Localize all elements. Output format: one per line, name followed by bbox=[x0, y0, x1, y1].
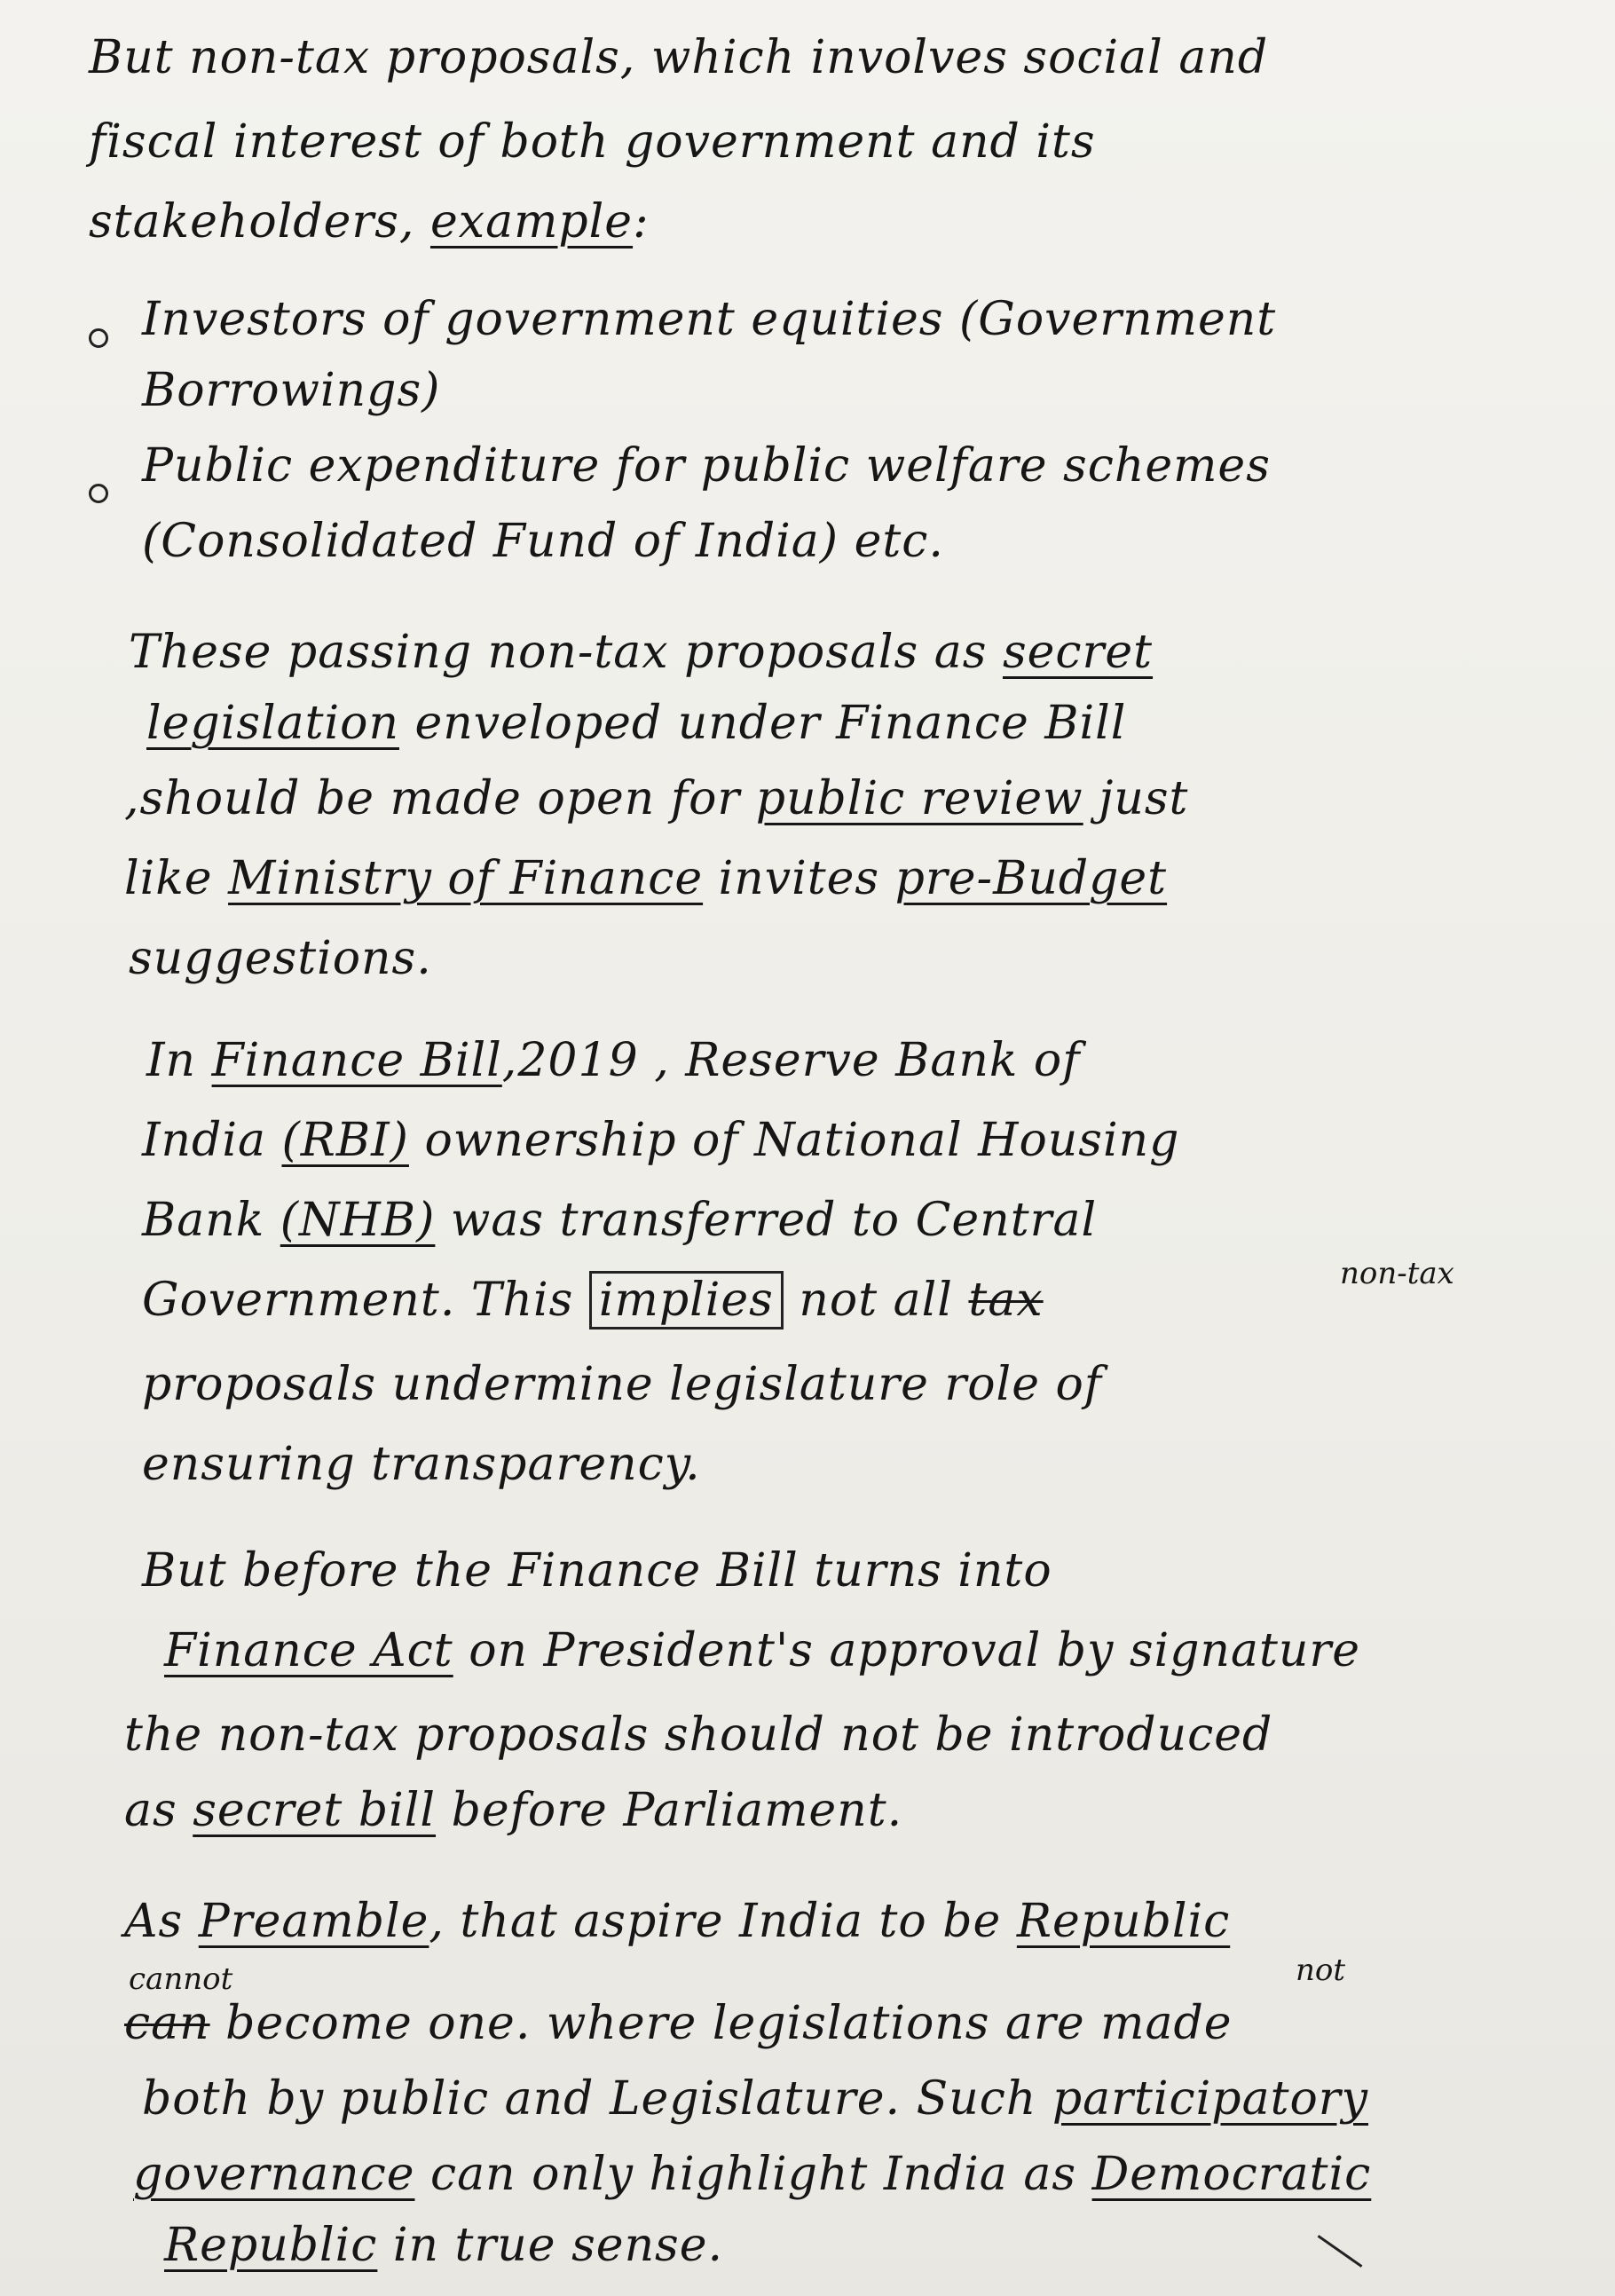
underlined-republic: Republic bbox=[164, 2219, 378, 2272]
underlined-example: example bbox=[429, 195, 634, 249]
text-line-13: In Finance Bill,2019 , Reserve Bank of bbox=[146, 1034, 1081, 1087]
underlined-democratic: Democratic bbox=[1091, 2148, 1372, 2201]
text-line-8: These passing non-tax proposals as secret bbox=[129, 626, 1154, 679]
bullet-icon bbox=[89, 328, 108, 348]
text-line-9: legislation enveloped under Finance Bill bbox=[146, 697, 1127, 750]
text-line-18: ensuring transparency. bbox=[142, 1438, 701, 1491]
text-line-14: India (RBI) ownership of National Housing bbox=[142, 1114, 1180, 1167]
bullet-icon bbox=[89, 484, 108, 503]
underlined-ministry: Ministry of Finance bbox=[228, 852, 704, 905]
inserted-word: non-tax bbox=[1340, 1256, 1454, 1291]
text-line-21: the non-tax proposals should not be introduced bbox=[124, 1708, 1273, 1762]
underlined-public-review: public review bbox=[755, 772, 1083, 825]
text-line-4: Investors of government equities (Government bbox=[142, 293, 1277, 346]
text-line-27: Republic in true sense. bbox=[164, 2219, 724, 2272]
text-line-24: can become one. where legislations are made bbox=[124, 1997, 1233, 2050]
text-line-5: Borrowings) bbox=[142, 364, 441, 417]
text-line-23: As Preamble, that aspire India to be Republic bbox=[124, 1895, 1231, 1948]
inserted-word: not bbox=[1296, 1953, 1346, 1988]
inserted-word: cannot bbox=[129, 1961, 233, 1997]
text-line-2: fiscal interest of both government and its bbox=[89, 115, 1096, 169]
tick-mark bbox=[1318, 2235, 1363, 2268]
text-line-25: both by public and Legislature. Such participatory bbox=[142, 2072, 1369, 2126]
text-line-7: (Consolidated Fund of India) etc. bbox=[142, 515, 944, 568]
underlined-participatory: participatory bbox=[1052, 2072, 1369, 2126]
text-line-20: Finance Act on President's approval by signature bbox=[164, 1624, 1361, 1677]
text-line-12: suggestions. bbox=[129, 932, 432, 985]
text-line-17: proposals undermine legislature role of bbox=[142, 1358, 1103, 1411]
text-line-10: ,should be made open for public review just bbox=[124, 772, 1189, 825]
underlined-finance-act: Finance Act bbox=[164, 1624, 453, 1677]
text-line-11: like Ministry of Finance invites pre-Budget bbox=[124, 852, 1168, 905]
text-line-26: governance can only highlight India as Democratic bbox=[133, 2148, 1372, 2201]
underlined-republic: Republic bbox=[1016, 1895, 1231, 1948]
text-line-19: But before the Finance Bill turns into bbox=[142, 1544, 1052, 1598]
text-line-16: Government. This implies not all tax bbox=[142, 1269, 1044, 1331]
struck-word: can bbox=[124, 1997, 210, 2050]
underlined-pre-budget: pre-Budget bbox=[894, 852, 1168, 905]
struck-word: tax bbox=[968, 1274, 1044, 1327]
underlined-legislation: legislation bbox=[146, 697, 399, 750]
underlined-rbi: (RBI) bbox=[281, 1114, 409, 1167]
underlined-secret-bill: secret bill bbox=[193, 1784, 437, 1837]
text-line-6: Public expenditure for public welfare schemes bbox=[142, 439, 1271, 493]
underlined-governance: governance bbox=[133, 2148, 415, 2201]
boxed-implies: implies bbox=[589, 1271, 784, 1329]
text-line-22: as secret bill before Parliament. bbox=[124, 1784, 903, 1837]
underlined-nhb: (NHB) bbox=[280, 1194, 436, 1247]
text-line-15: Bank (NHB) was transferred to Central bbox=[142, 1194, 1098, 1247]
underlined-secret: secret bbox=[1002, 626, 1154, 679]
text-line-1: But non-tax proposals, which involves social and bbox=[89, 31, 1269, 84]
underlined-preamble: Preamble bbox=[198, 1895, 429, 1948]
underlined-finance-bill: Finance Bill bbox=[211, 1034, 502, 1087]
text-line-3: stakeholders, example: bbox=[89, 195, 650, 249]
